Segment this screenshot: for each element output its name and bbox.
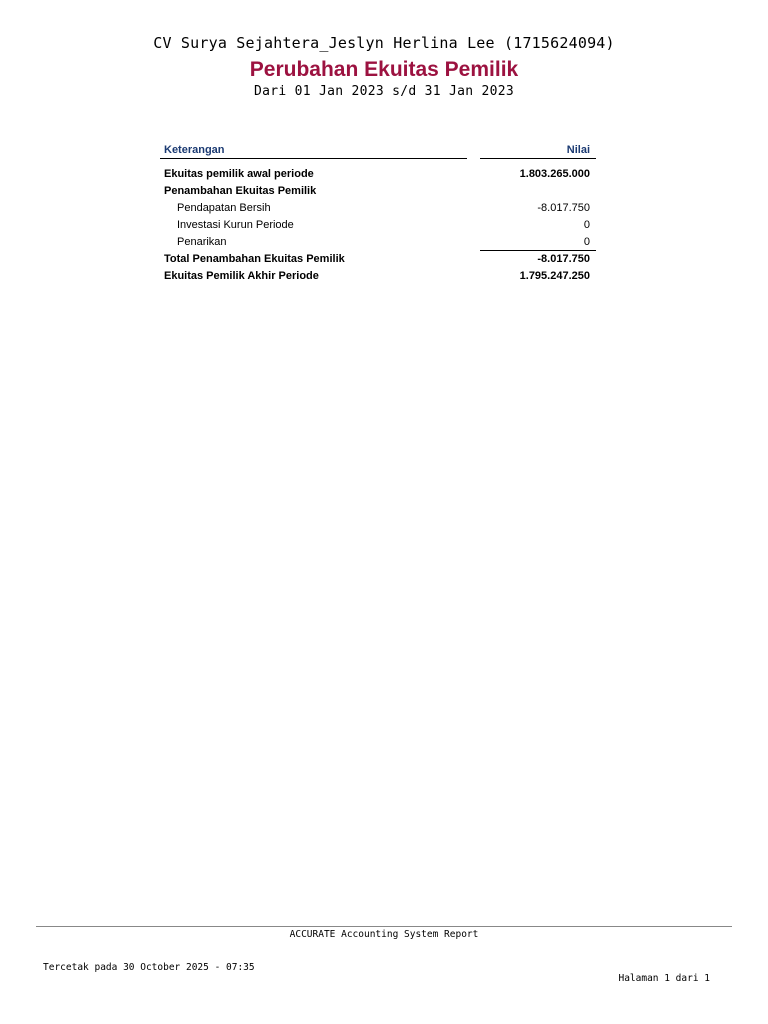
equity-table	[160, 166, 596, 285]
row-value: -8.017.750	[537, 202, 590, 214]
footer-divider	[36, 926, 732, 927]
footer-print-timestamp: Tercetak pada 30 October 2025 - 07:35	[43, 962, 255, 973]
footer-page-number: Halaman 1 dari 1	[618, 973, 710, 984]
table-row-investment	[160, 217, 596, 234]
table-row-net-income	[160, 200, 596, 217]
report-title: Perubahan Ekuitas Pemilik	[249, 58, 519, 81]
table-row-total-additions	[160, 251, 596, 268]
row-value: 1.795.247.250	[519, 270, 590, 282]
column-header-description: Keterangan	[164, 144, 225, 156]
row-value: 0	[583, 236, 590, 248]
row-value: -8.017.750	[537, 253, 590, 265]
row-value: 1.803.265.000	[519, 168, 590, 180]
row-label: Penarikan	[177, 236, 227, 248]
row-label: Total Penambahan Ekuitas Pemilik	[164, 253, 345, 265]
row-label: Ekuitas Pemilik Akhir Periode	[164, 270, 319, 282]
table-row-equity-additions	[160, 183, 596, 200]
footer-system-name: ACCURATE Accounting System Report	[289, 929, 479, 940]
table-row-withdrawal	[160, 234, 596, 251]
row-label: Pendapatan Bersih	[177, 202, 271, 214]
table-row-opening-equity	[160, 166, 596, 183]
report-period: Dari 01 Jan 2023 s/d 31 Jan 2023	[253, 84, 515, 99]
row-label: Penambahan Ekuitas Pemilik	[164, 185, 317, 197]
header-divider-value	[480, 158, 596, 159]
column-header-value: Nilai	[566, 144, 590, 156]
row-label: Ekuitas pemilik awal periode	[164, 168, 314, 180]
table-row-closing-equity	[160, 268, 596, 285]
row-label: Investasi Kurun Periode	[177, 219, 294, 231]
header-divider-description	[160, 158, 467, 159]
row-value: 0	[583, 219, 590, 231]
company-name: CV Surya Sejahtera_Jeslyn Herlina Lee (1715624094)	[153, 34, 615, 52]
